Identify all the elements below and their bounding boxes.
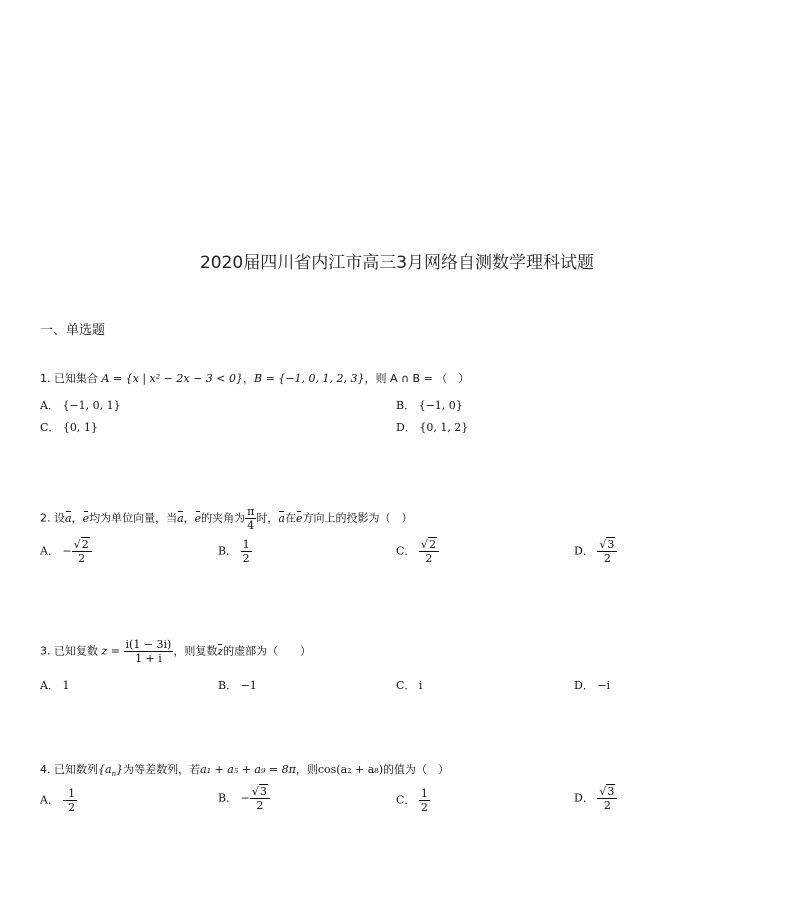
vector-e: e xyxy=(82,511,90,525)
sequence-symbol xyxy=(98,763,123,776)
option-value: {−1, 0} xyxy=(418,399,463,412)
fraction-denominator: 2 xyxy=(68,801,76,814)
sqrt-symbol: √3 xyxy=(251,785,267,798)
option-b xyxy=(218,677,257,693)
option-label: C． xyxy=(396,793,416,807)
question-text: 时， xyxy=(256,511,279,525)
question-text: 的虚部为（ ） xyxy=(223,644,312,658)
question-number: 3. xyxy=(40,644,51,658)
option-label: B． xyxy=(218,679,238,692)
sqrt-symbol: √2 xyxy=(420,538,436,551)
question-number: 1. xyxy=(40,372,51,385)
complex-fraction xyxy=(124,638,174,665)
option-label: B． xyxy=(218,791,238,805)
question-text: 的夹角为 xyxy=(201,511,246,525)
question-ask: ，则 A ∩ B = （ ） xyxy=(364,372,470,385)
option-fraction xyxy=(241,538,252,565)
fraction-numerator: i(1 − 3i) xyxy=(125,638,172,651)
option-c xyxy=(396,677,422,693)
sqrt-symbol: √3 xyxy=(599,785,615,798)
cos-expression: cos(a₂ + a₈) xyxy=(317,763,384,776)
separator: ， xyxy=(243,372,254,385)
option-value: 1 xyxy=(62,679,70,692)
option-d xyxy=(574,785,617,812)
section-heading: 一、单选题 xyxy=(40,323,106,338)
separator: ， xyxy=(71,511,83,525)
question-text: 在 xyxy=(284,511,296,525)
question-text: 方向上的投影为（ ） xyxy=(302,511,413,525)
sequence-close: } xyxy=(116,763,124,776)
option-a xyxy=(40,538,92,565)
vector-a: a xyxy=(177,511,184,525)
radicand: 2 xyxy=(428,538,436,551)
option-label: A． xyxy=(40,679,59,692)
radicand: 3 xyxy=(259,785,267,798)
option-value: {0, 1, 2} xyxy=(419,421,469,434)
option-label: D． xyxy=(574,544,594,558)
option-label: C． xyxy=(40,421,60,434)
option-c xyxy=(396,787,430,814)
sequence-subscript: n xyxy=(111,770,117,778)
question-text: 为等差数列，若 xyxy=(123,763,201,776)
fraction-numerator: 1 xyxy=(242,538,250,551)
fraction-numerator: 1 xyxy=(68,787,76,800)
set-b-expression: B = {−1, 0, 1, 2, 3} xyxy=(254,372,365,385)
sum-equation: a₁ + a₅ + a₉ = 8π xyxy=(200,763,296,776)
z-symbol: z = xyxy=(101,644,121,658)
question-text: ，则 xyxy=(295,763,318,776)
option-a xyxy=(40,787,77,814)
fraction-denominator: 4 xyxy=(247,519,255,532)
fraction-numerator: 1 xyxy=(420,787,428,800)
option-fraction xyxy=(419,538,439,565)
radicand: 3 xyxy=(607,538,615,551)
fraction-denominator: 2 xyxy=(425,552,433,565)
fraction-denominator: 2 xyxy=(78,552,86,565)
option-label: D． xyxy=(574,791,594,805)
option-label: A． xyxy=(40,544,59,558)
option-a xyxy=(40,397,121,413)
option-value: {−1, 0, 1} xyxy=(62,399,121,412)
z-conjugate: z xyxy=(217,644,224,658)
vector-e: e xyxy=(295,511,303,525)
fraction-denominator: 2 xyxy=(603,799,611,812)
question-4 xyxy=(40,763,449,781)
fraction-pi-over-4 xyxy=(245,505,256,532)
question-3 xyxy=(40,638,311,665)
vector-a: a xyxy=(278,511,285,525)
option-d xyxy=(574,538,617,565)
question-1 xyxy=(40,372,469,386)
question-text: ，则复数 xyxy=(173,644,218,658)
fraction-denominator: 2 xyxy=(256,799,264,812)
question-number: 4. xyxy=(40,763,51,776)
option-label: B． xyxy=(218,544,238,558)
fraction-denominator: 2 xyxy=(420,801,428,814)
option-sign: − xyxy=(240,791,250,805)
option-fraction xyxy=(66,787,77,814)
question-text: 的值为（ ） xyxy=(383,763,450,776)
question-text: 已知集合 xyxy=(54,372,98,385)
document-title: 2020届四川省内江市高三3月网络自测数学理科试题 xyxy=(199,253,595,273)
separator: ， xyxy=(183,511,195,525)
question-text: 设 xyxy=(54,511,65,525)
question-text: 已知数列 xyxy=(54,763,98,776)
vector-e: e xyxy=(194,511,202,525)
option-label: A． xyxy=(40,793,59,807)
option-value: −1 xyxy=(240,679,257,692)
option-b xyxy=(218,785,270,812)
option-fraction xyxy=(419,787,430,814)
option-fraction xyxy=(250,785,270,812)
option-value: −i xyxy=(597,679,611,692)
vector-a: a xyxy=(65,511,72,525)
option-c xyxy=(396,538,439,565)
set-a-expression: A = {x | x² − 2x − 3 < 0} xyxy=(101,372,243,385)
fraction-denominator: 1 + i xyxy=(135,652,162,665)
option-sign: − xyxy=(62,544,72,558)
question-2 xyxy=(40,505,412,532)
option-d xyxy=(574,677,610,693)
option-sign: - xyxy=(62,793,67,807)
fraction-denominator: 2 xyxy=(603,552,611,565)
option-a xyxy=(40,677,69,693)
question-number: 2. xyxy=(40,511,51,525)
fraction-denominator: 2 xyxy=(242,552,250,565)
option-label: D． xyxy=(574,679,594,692)
option-fraction xyxy=(597,538,617,565)
option-label: C． xyxy=(396,679,416,692)
option-b xyxy=(218,538,252,565)
option-label: C． xyxy=(396,544,416,558)
option-fraction xyxy=(597,785,617,812)
option-label: B． xyxy=(396,399,416,412)
option-d xyxy=(396,419,468,435)
option-c xyxy=(40,419,98,435)
option-fraction xyxy=(72,538,92,565)
option-label: A． xyxy=(40,399,59,412)
option-label: D． xyxy=(396,421,416,434)
option-value: i xyxy=(418,679,423,692)
radicand: 3 xyxy=(607,785,615,798)
sqrt-symbol: √3 xyxy=(599,538,615,551)
question-text: 已知复数 xyxy=(54,644,98,658)
radicand: 2 xyxy=(81,538,89,551)
sequence-open: {a xyxy=(98,763,112,776)
option-b xyxy=(396,397,463,413)
question-text: 均为单位向量，当 xyxy=(89,511,178,525)
fraction-numerator: π xyxy=(247,505,255,518)
sqrt-symbol: √2 xyxy=(73,538,89,551)
option-value: {0, 1} xyxy=(62,421,98,434)
